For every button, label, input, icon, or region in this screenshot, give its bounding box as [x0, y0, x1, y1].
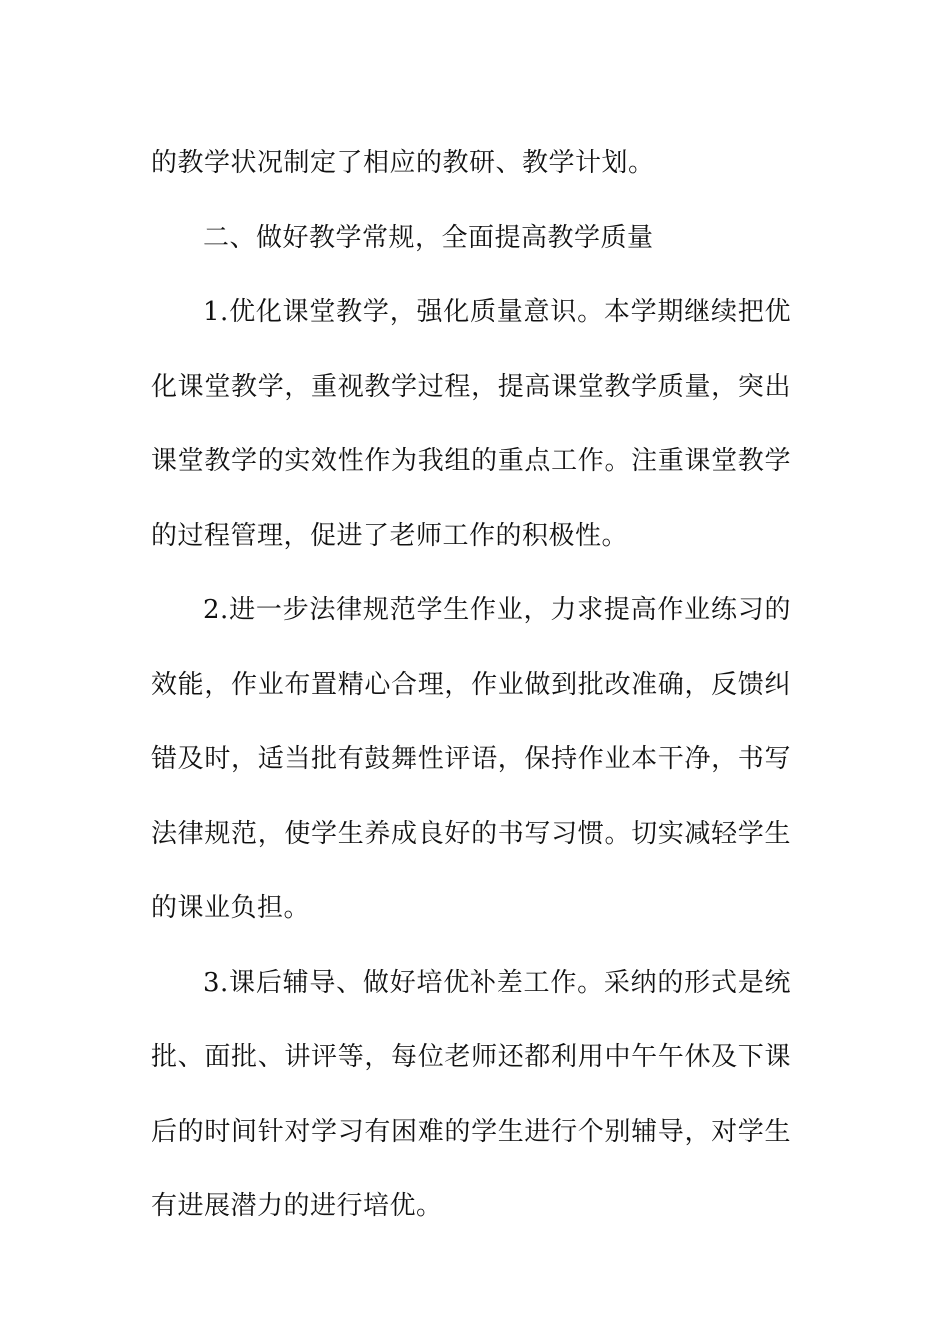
section-heading: 二、做好教学常规，全面提高教学质量: [203, 222, 654, 253]
document-body: [151, 126, 791, 1244]
paragraph-item-1: 1.优化课堂教学，强化质量意识。本学期继续把优化课堂教学，重视教学过程，提高课堂教学质量，突出课堂教学的实效性作为我组的重点工作。注重课堂教学的过程管理，促进了老师工作的积极性。: [151, 297, 791, 551]
paragraph-item-3: 3.课后辅导、做好培优补差工作。采纳的形式是统批、面批、讲评等，每位老师还都利用中午午休及下课后的时间针对学习有困难的学生进行个别辅导，对学生有进展潜力的进行培优。: [151, 967, 791, 1221]
paragraph-item-2: 2.进一步法律规范学生作业，力求提高作业练习的效能，作业布置精心合理，作业做到批改准确，反馈纠错及时，适当批有鼓舞性评语，保持作业本干净，书写法律规范，使学生养成良好的书写习惯。切实减轻学生的课业负担。: [151, 595, 791, 923]
paragraph-continuation: 的教学状况制定了相应的教研、教学计划。: [151, 148, 655, 178]
